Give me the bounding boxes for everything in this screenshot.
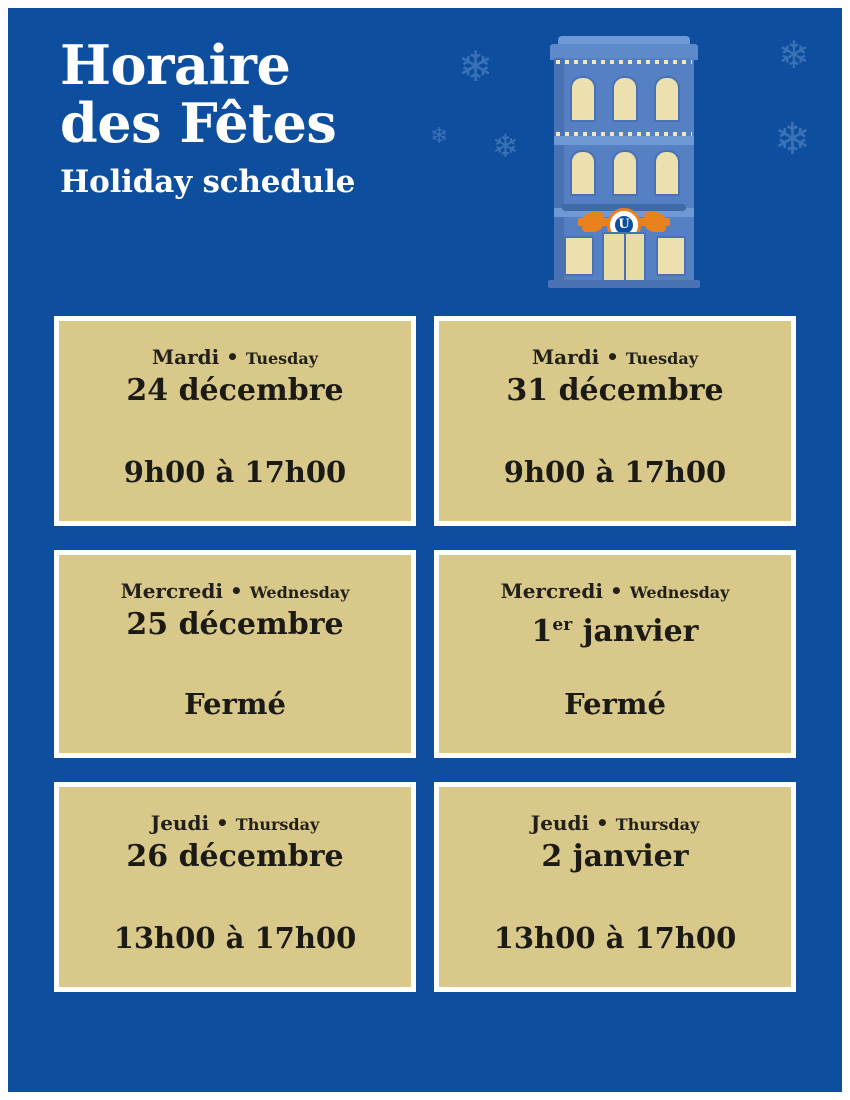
card-day-label <box>532 345 698 371</box>
schedule-card <box>434 550 796 758</box>
schedule-card <box>54 782 416 992</box>
page-title-line-2: des Fêtes <box>60 91 337 155</box>
card-day-separator: • <box>606 345 619 369</box>
card-day-en: Wednesday <box>249 583 350 602</box>
building-window <box>570 76 596 122</box>
building-window <box>654 76 680 122</box>
card-day-separator: • <box>596 811 609 835</box>
card-hours: Fermé <box>184 687 286 721</box>
card-day-label <box>501 579 730 605</box>
card-day-label <box>531 811 700 837</box>
card-date: 25 décembre <box>126 607 344 642</box>
snowflake-icon: ❄ <box>778 35 810 77</box>
door-divider <box>624 234 626 286</box>
schedule-card <box>434 316 796 526</box>
card-day-label <box>121 579 350 605</box>
card-day-fr: Mercredi <box>120 579 223 603</box>
string-lights-icon <box>556 132 692 136</box>
card-day-label <box>152 345 318 371</box>
logo-letter: U <box>615 216 633 234</box>
schedule-row <box>54 550 796 758</box>
storefront-window <box>564 236 594 276</box>
card-hours: Fermé <box>564 687 666 721</box>
card-hours: 13h00 à 17h00 <box>493 921 737 955</box>
card-day-en: Tuesday <box>625 349 699 368</box>
schedule-grid <box>54 316 796 1016</box>
card-date-suffix: janvier <box>572 614 699 649</box>
holiday-schedule-poster <box>8 8 842 1092</box>
card-day-en: Wednesday <box>629 583 730 602</box>
card-date-prefix: 1 <box>531 614 553 649</box>
card-day-en: Tuesday <box>245 349 319 368</box>
schedule-card <box>54 316 416 526</box>
building-window <box>654 150 680 196</box>
string-lights-icon <box>556 60 692 64</box>
poster-header <box>8 8 842 308</box>
title-block <box>60 33 480 200</box>
card-day-fr: Mardi <box>151 345 220 369</box>
card-date <box>532 607 699 650</box>
card-day-fr: Mercredi <box>500 579 603 603</box>
card-day-separator: • <box>229 579 243 603</box>
card-hours: 9h00 à 17h00 <box>503 455 727 489</box>
snowflake-icon: ❄ <box>458 45 494 91</box>
building-side-wall <box>554 58 564 284</box>
card-day-en: Thursday <box>235 815 320 834</box>
snowflake-icon: ❄ <box>492 128 519 164</box>
card-date: 2 janvier <box>541 839 689 874</box>
card-day-label <box>151 811 320 837</box>
snowflake-icon: ❄ <box>774 115 811 164</box>
schedule-row <box>54 782 796 992</box>
snowflake-icon: ❄ <box>430 123 449 148</box>
card-day-en: Thursday <box>615 815 700 834</box>
schedule-card <box>54 550 416 758</box>
card-day-fr: Jeudi <box>150 811 210 835</box>
card-hours: 9h00 à 17h00 <box>123 455 347 489</box>
schedule-row <box>54 316 796 526</box>
card-day-fr: Jeudi <box>530 811 590 835</box>
card-day-separator: • <box>226 345 239 369</box>
page-subtitle: Holiday schedule <box>60 164 356 200</box>
card-day-separator: • <box>609 579 623 603</box>
building-window <box>570 150 596 196</box>
card-hours: 13h00 à 17h00 <box>113 921 357 955</box>
storefront-building-illustration <box>544 32 704 294</box>
building-window <box>612 150 638 196</box>
card-day-separator: • <box>216 811 229 835</box>
bow-right-icon <box>644 212 666 232</box>
card-day-fr: Mardi <box>531 345 600 369</box>
building-base <box>548 280 700 288</box>
card-date: 24 décembre <box>126 373 344 408</box>
bow-left-icon <box>582 212 604 232</box>
building-cornice <box>554 136 694 145</box>
storefront-window <box>656 236 686 276</box>
card-date: 26 décembre <box>126 839 344 874</box>
building-window <box>612 76 638 122</box>
page-title-line-1: Horaire <box>60 33 291 97</box>
card-date: 31 décembre <box>506 373 724 408</box>
schedule-card <box>434 782 796 992</box>
card-date-ordinal: er <box>552 615 573 635</box>
